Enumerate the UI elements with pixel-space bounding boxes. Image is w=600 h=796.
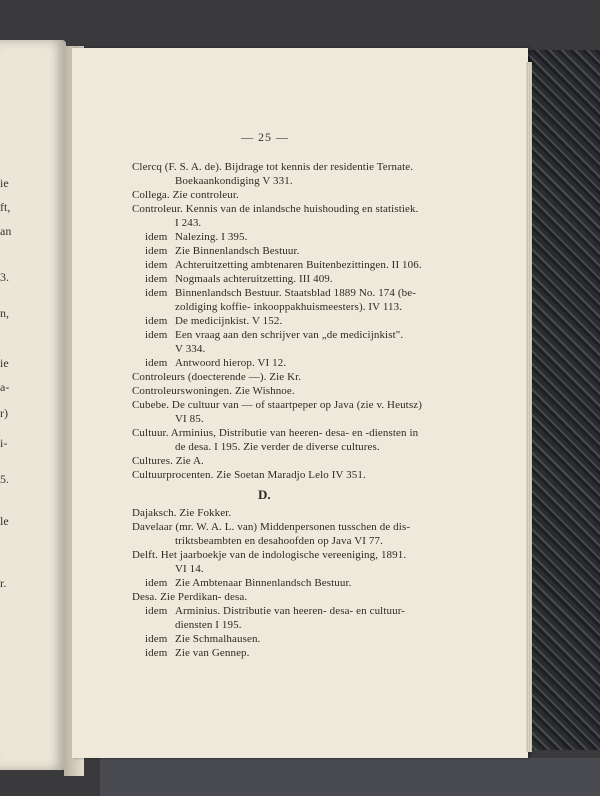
index-entry-continuation: triktsbeambten en desahoofden op Java VI 77. [175,535,383,547]
index-entry: Zie Ambtenaar Binnenlandsch Bestuur. [175,577,352,589]
index-entry: Dajaksch. Zie Fokker. [132,507,232,519]
left-page-fragment: an [0,224,12,238]
left-page-fragment: i- [0,436,8,450]
index-entry: Controleurs (doecterende —). Zie Kr. [132,371,302,383]
page-number: — 25 — [241,130,289,144]
index-entry-continuation: VI 85. [175,413,204,425]
idem-label: idem [145,287,168,299]
idem-label: idem [145,577,168,589]
index-entry: Arminius. Distributie van heeren- desa- en cultuur- [175,605,406,617]
index-entry: Collega. Zie controleur. [132,189,239,201]
index-entry: Delft. Het jaarboekje van de indologische vereeniging, 1891. [132,549,407,561]
index-entry: Zie van Gennep. [175,647,250,659]
index-entry: Binnenlandsch Bestuur. Staatsblad 1889 No. 174 (be- [175,287,416,299]
index-entry: Antwoord hierop. VI 12. [175,357,287,369]
left-page-fragment: a- [0,380,10,394]
left-page-fragment: le [0,514,9,528]
page-edges [526,62,532,752]
index-entry: Zie Schmalhausen. [175,633,261,645]
index-entry: Nalezing. I 395. [175,231,248,243]
index-entry: Achteruitzetting ambtenaren Buitenbezittingen. II 106. [175,259,422,271]
idem-label: idem [145,329,168,341]
idem-label: idem [145,647,168,659]
index-entry: Een vraag aan den schrijver van „de medicijnkist". [175,329,404,341]
index-entry-continuation: VI 14. [175,563,204,575]
index-entry: Desa. Zie Perdikan- desa. [132,591,248,603]
left-page-fragment: r) [0,406,8,420]
index-entry-continuation: diensten I 195. [175,619,242,631]
index-entry-continuation: de desa. I 195. Zie verder de diverse cultures. [175,441,380,453]
left-page-fragment: r. [0,576,7,590]
left-page [0,40,66,770]
index-entry: Cultuur. Arminius, Distributie van heeren- desa- en -diensten in [132,427,419,439]
left-page-fragment: n, [0,306,9,320]
index-entry: Clercq (F. S. A. de). Bijdrage tot kennis der residentie Ternate. [132,161,414,173]
index-entry: Nogmaals achteruitzetting. III 409. [175,273,333,285]
index-entry-continuation: zoldiging koffie- inkooppakhuismeesters). IV 113. [175,301,403,313]
left-page-fragment: 3. [0,270,9,284]
index-entry: Controleur. Kennis van de inlandsche huishouding en statistiek. [132,203,419,215]
left-page-fragment: ie [0,176,9,190]
index-entry: Cubebe. De cultuur van — of staartpeper op Java (zie v. Heutsz) [132,399,422,411]
idem-label: idem [145,315,168,327]
idem-label: idem [145,259,168,271]
left-page-fragment: ie [0,356,9,370]
idem-label: idem [145,357,168,369]
index-entry-continuation: Boekaankondiging V 331. [175,175,293,187]
idem-label: idem [145,273,168,285]
idem-label: idem [145,605,168,617]
idem-label: idem [145,633,168,645]
section-heading-d: D. [258,487,271,502]
index-entry: Zie Binnenlandsch Bestuur. [175,245,300,257]
index-entry-continuation: I 243. [175,217,202,229]
index-entry: Cultures. Zie A. [132,455,204,467]
index-entry: Controleurswoningen. Zie Wishnoe. [132,385,295,397]
index-entry-continuation: V 334. [175,343,206,355]
index-entry: Davelaar (mr. W. A. L. van) Middenpersonen tusschen de dis- [132,521,411,533]
book-cover-bottom [100,758,600,796]
left-page-fragment: 5. [0,472,9,486]
idem-label: idem [145,245,168,257]
index-entry: De medicijnkist. V 152. [175,315,283,327]
index-entry: Cultuurprocenten. Zie Soetan Maradjo Lelo IV 351. [132,469,366,481]
left-page-fragment: ft, [0,200,11,214]
idem-label: idem [145,231,168,243]
